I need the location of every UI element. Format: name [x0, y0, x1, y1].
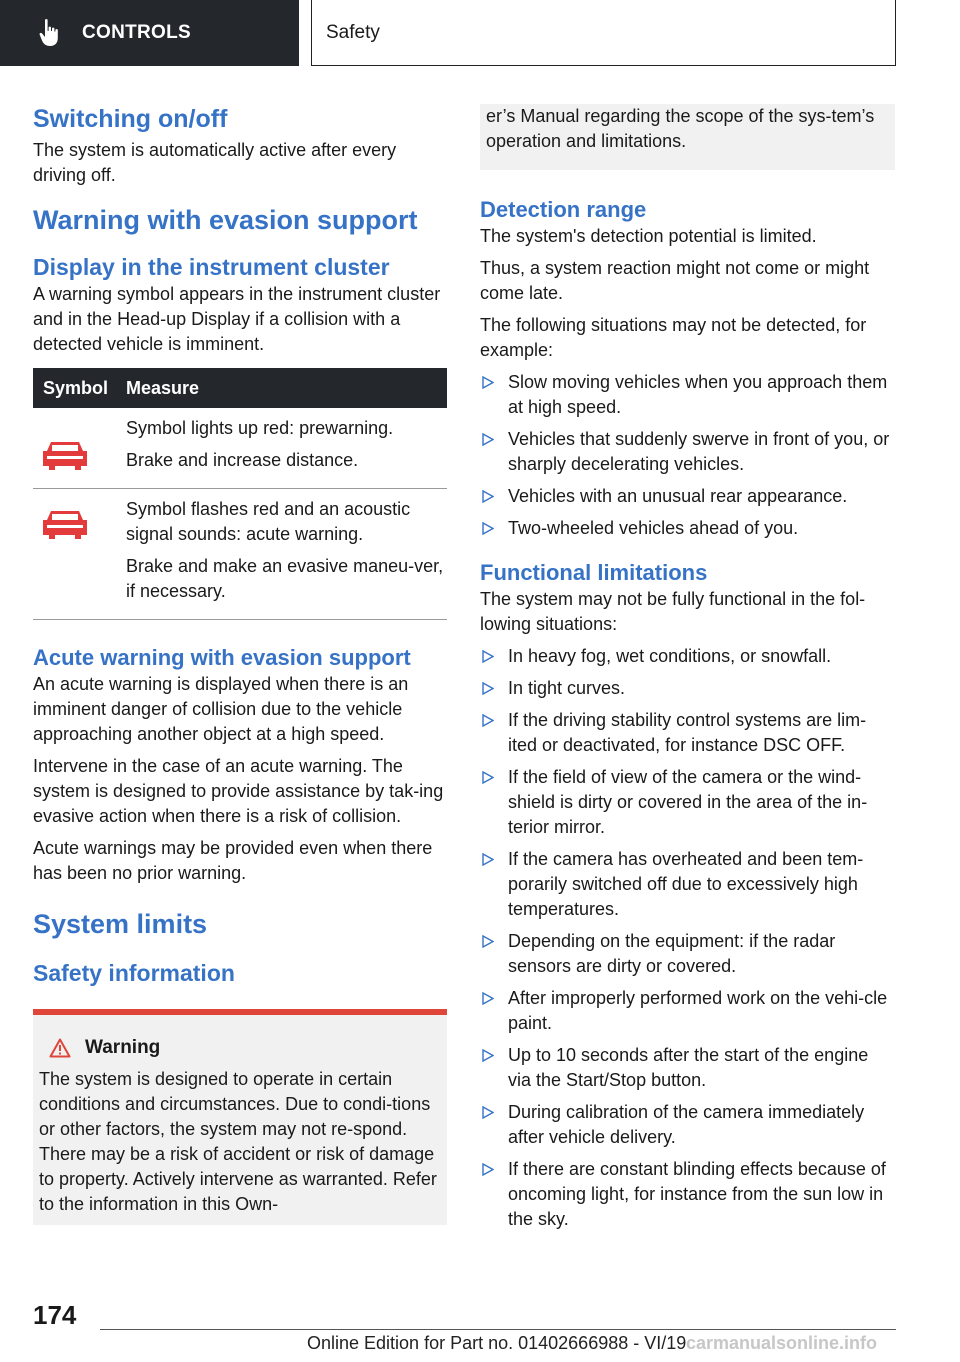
detection-text: The system's detection potential is limited.	[480, 226, 817, 246]
triangle-bullet-icon	[482, 1106, 494, 1119]
warning-text-continued: er’s Manual regarding the scope of the sys-tem’s operation and limitations.	[486, 106, 875, 151]
list-item: In tight curves.	[480, 676, 895, 701]
triangle-bullet-icon	[482, 490, 494, 503]
safety-information-heading: Safety information	[33, 960, 235, 986]
vehicle-acute-warning-icon	[41, 507, 89, 541]
symbol-table	[33, 368, 447, 620]
chapter-tab	[0, 0, 299, 66]
list-item: Two-wheeled vehicles ahead of you.	[480, 516, 895, 541]
triangle-bullet-icon	[482, 1049, 494, 1062]
table-header-measure: Measure	[126, 368, 447, 408]
triangle-bullet-icon	[482, 771, 494, 784]
switching-text: The system is automatically active after every driving off.	[33, 140, 397, 185]
system-limits-heading: System limits	[33, 909, 208, 939]
list-item: Slow moving vehicles when you approach them at high speed.	[480, 370, 895, 420]
acute-warning-heading: Acute warning with evasion support	[33, 645, 411, 670]
right-column	[480, 104, 895, 1239]
warning-triangle-icon	[49, 1038, 71, 1058]
list-item: In heavy fog, wet conditions, or snowfall.	[480, 644, 895, 669]
list-item: Vehicles with an unusual rear appearance.	[480, 484, 895, 509]
triangle-bullet-icon	[482, 714, 494, 727]
list-item: If the driving stability control systems are lim-ited or deactivated, for instance DSC OFF.	[480, 708, 895, 758]
warning-box-continued	[480, 104, 895, 170]
warning-title: Warning	[85, 1037, 161, 1058]
warning-text: The system is designed to operate in certain conditions and circumstances. Due to condi-tions or other factors, the system may not re-spond. There may be a risk of accident or risk of damage to property. Actively intervene as warranted. Refer to the information in this Own-	[39, 1069, 437, 1214]
page-number: 174	[33, 1300, 77, 1330]
list-item: After improperly performed work on the vehi-cle paint.	[480, 986, 895, 1036]
edition-info: Online Edition for Part no. 01402666988 - VI/19	[307, 1333, 687, 1353]
chapter-label: CONTROLS	[82, 22, 192, 43]
triangle-bullet-icon	[482, 522, 494, 535]
watermark: carmanualsonline.info	[686, 1333, 878, 1353]
list-item: Vehicles that suddenly swerve in front of you, or sharply decelerating vehicles.	[480, 427, 895, 477]
measure-text: Brake and increase distance.	[126, 450, 359, 470]
page-header	[0, 0, 960, 66]
display-cluster-heading: Display in the instrument cluster	[33, 254, 390, 280]
measure-text: Brake and make an evasive maneu-ver, if necessary.	[126, 556, 444, 601]
triangle-bullet-icon	[482, 433, 494, 446]
triangle-bullet-icon	[482, 682, 494, 695]
switching-heading: Switching on/off	[33, 105, 228, 133]
warning-evasion-heading: Warning with evasion support	[33, 205, 418, 235]
functional-text: The system may not be fully functional in the fol-lowing situations:	[480, 589, 866, 634]
triangle-bullet-icon	[482, 650, 494, 663]
list-item: During calibration of the camera immediately after vehicle delivery.	[480, 1100, 895, 1150]
list-item: If there are constant blinding effects because of oncoming light, for instance from the sun low in the sky.	[480, 1157, 895, 1232]
list-item: If the field of view of the camera or the wind-shield is dirty or covered in the area of the in-terior mirror.	[480, 765, 895, 840]
measure-text: Symbol lights up red: prewarning.	[126, 418, 394, 438]
display-text: A warning symbol appears in the instrument cluster and in the Head-up Display if a collision with a detected vehicle is imminent.	[33, 284, 441, 354]
triangle-bullet-icon	[482, 992, 494, 1005]
list-item: Up to 10 seconds after the start of the engine via the Start/Stop button.	[480, 1043, 895, 1093]
list-item: If the camera has overheated and been tem-porarily switched off due to excessively high temperatures.	[480, 847, 895, 922]
triangle-bullet-icon	[482, 853, 494, 866]
section-title: Safety	[311, 0, 896, 66]
detection-range-heading: Detection range	[480, 197, 647, 222]
triangle-bullet-icon	[482, 935, 494, 948]
triangle-bullet-icon	[482, 376, 494, 389]
acute-text: An acute warning is displayed when there is an imminent danger of collision due to the vehicle approaching another object at a high speed.	[33, 674, 409, 744]
functional-list	[480, 644, 895, 1232]
functional-limitations-heading: Functional limitations	[480, 560, 708, 585]
detection-text: Thus, a system reaction might not come or might come late.	[480, 258, 870, 303]
table-row	[33, 489, 447, 620]
pointing-hand-icon	[38, 18, 62, 48]
footer-divider	[100, 1329, 896, 1330]
acute-text: Acute warnings may be provided even when there has been no prior warning.	[33, 838, 433, 883]
list-item: Depending on the equipment: if the radar sensors are dirty or covered.	[480, 929, 895, 979]
warning-box	[33, 1009, 447, 1225]
vehicle-warning-icon	[41, 438, 89, 472]
detection-text: The following situations may not be detected, for example:	[480, 315, 867, 360]
left-column	[33, 100, 447, 1225]
table-row	[33, 408, 447, 489]
measure-text: Symbol flashes red and an acoustic signal sounds: acute warning.	[126, 499, 411, 544]
acute-text: Intervene in the case of an acute warning. The system is designed to provide assistance by tak-ing evasive action when there is a risk of collision.	[33, 756, 444, 826]
detection-list	[480, 370, 895, 541]
table-header-symbol: Symbol	[33, 368, 126, 408]
triangle-bullet-icon	[482, 1163, 494, 1176]
